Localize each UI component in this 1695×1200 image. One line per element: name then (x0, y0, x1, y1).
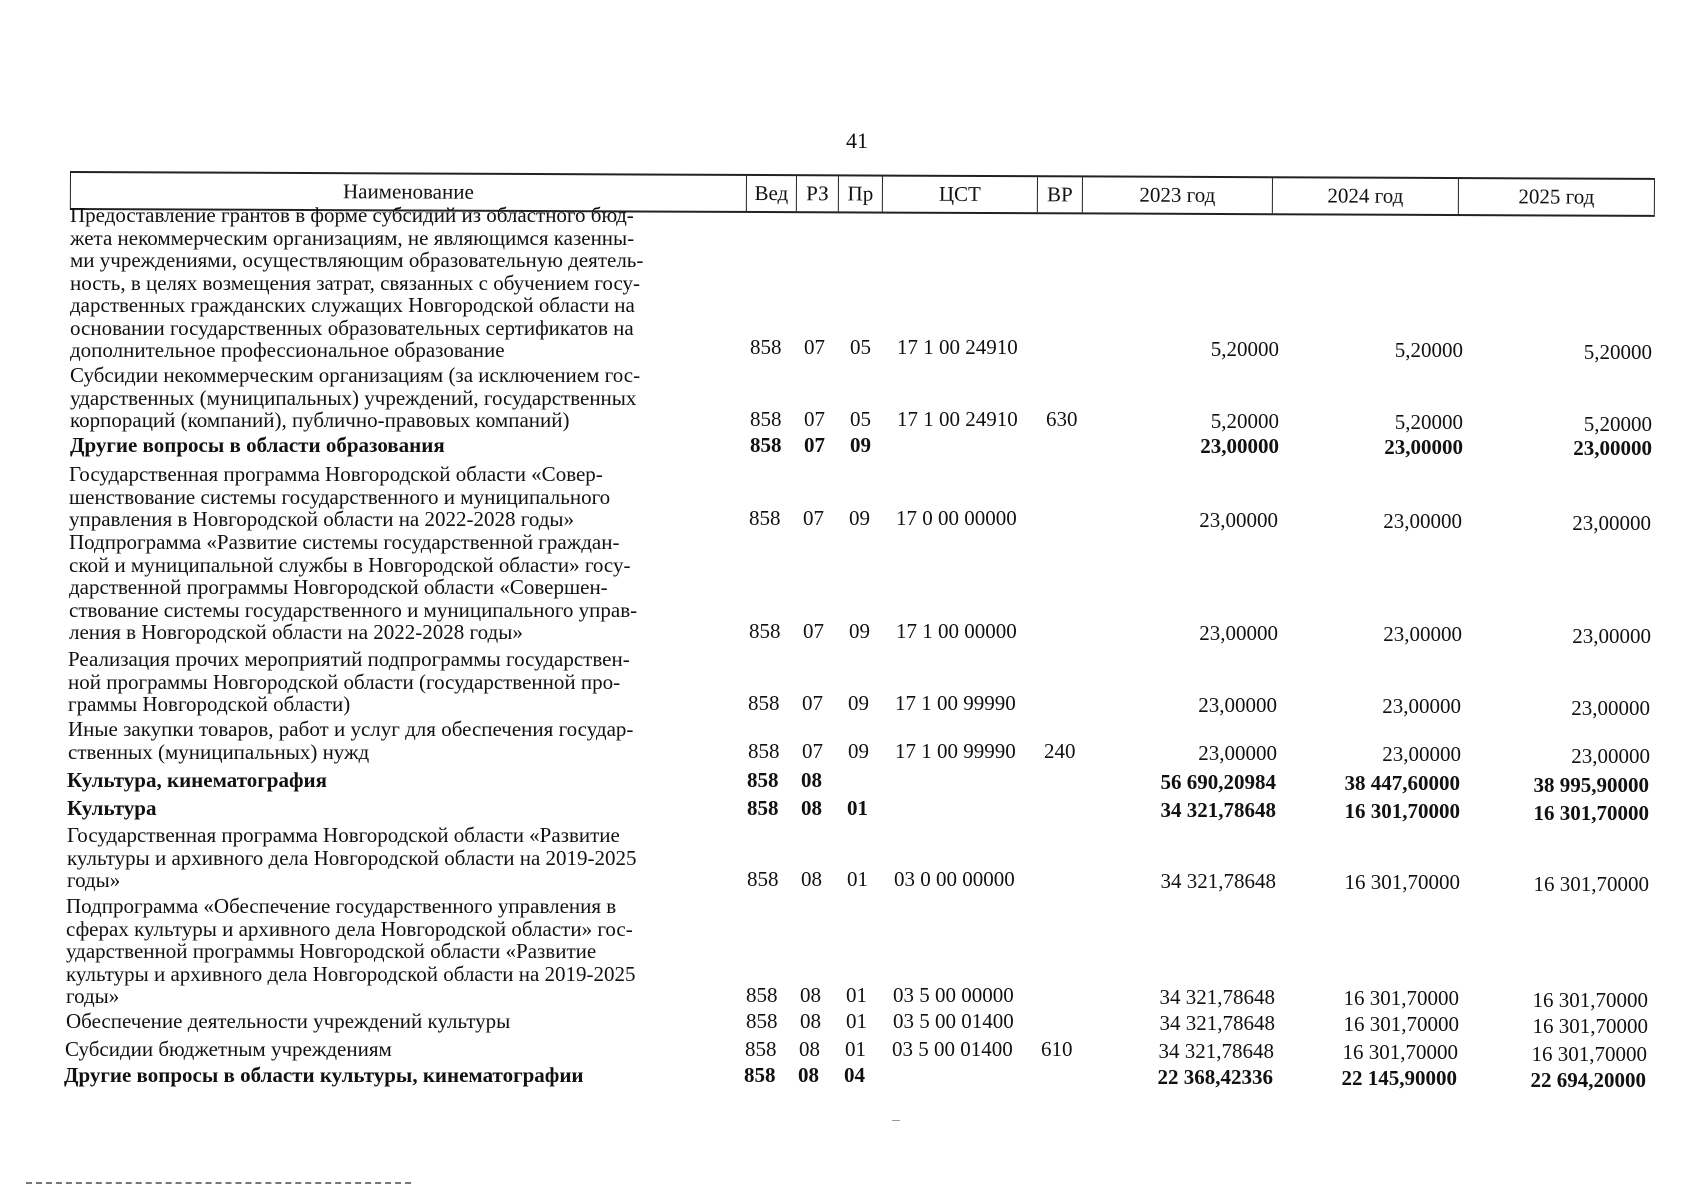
row-y2024: 23,00000 (1384, 435, 1463, 459)
row-rz: 07 (803, 506, 824, 530)
header-ved: Вед (746, 176, 796, 211)
row-cst: 17 1 00 24910 (897, 407, 1018, 431)
row-y2023: 22 368,42336 (1157, 1064, 1273, 1089)
row-name-line: ударственных (муниципальных) учреждений, государственных (70, 385, 637, 410)
row-name (69, 531, 744, 644)
row-pr: 09 (850, 433, 871, 457)
row-y2023: 23,00000 (1198, 740, 1277, 765)
row-name-line: Культура, кинематография (67, 768, 327, 792)
row-ved: 858 (747, 796, 779, 820)
row-vr: 610 (1041, 1037, 1073, 1061)
row-name-line: ской и муниципальной службы в Новгородской области» госу- (69, 552, 631, 577)
row-y2023: 34 321,78648 (1159, 984, 1275, 1009)
row-name-line: ственных (муниципальных) нужд (68, 739, 370, 764)
row-name-line: дарственной программы Новгородской области «Совершен- (69, 575, 608, 599)
row-name-line: годы» (66, 984, 120, 1008)
row-ved: 858 (746, 983, 778, 1007)
row-y2025: 5,20000 (1583, 339, 1652, 364)
header-2023: 2023 год (1082, 177, 1272, 213)
row-y2023: 23,00000 (1198, 692, 1277, 717)
row-ved: 858 (745, 1037, 777, 1061)
row-name-line: ударственной программы Новгородской области «Развитие (66, 939, 597, 963)
row-ved: 858 (744, 1063, 776, 1087)
row-rz: 08 (799, 1037, 820, 1061)
row-y2024: 16 301,70000 (1343, 1012, 1459, 1036)
row-pr: 09 (848, 739, 869, 763)
row-name-line: Подпрограмма «Обеспечение государственного управления в (66, 894, 617, 918)
row-y2025: 16 301,70000 (1531, 1041, 1647, 1066)
row-vr: 240 (1044, 739, 1076, 763)
row-name (68, 718, 743, 763)
row-cst: 03 0 00 00000 (894, 867, 1015, 891)
header-cst: ЦСТ (882, 177, 1037, 213)
row-cst: 17 1 00 00000 (896, 619, 1017, 643)
row-name-line: шенствование системы государственного и муниципального (69, 484, 611, 509)
row-name-line: культуры и архивного дела Новгородской области на 2019-2025 (67, 845, 637, 870)
row-rz: 07 (802, 691, 823, 715)
row-name-line: Другие вопросы в области культуры, кинематографии (64, 1063, 584, 1087)
row-name (68, 648, 743, 716)
row-ved: 858 (748, 739, 780, 763)
row-ved: 858 (747, 867, 779, 891)
row-name-line: основании государственных образовательных сертификатов на (70, 315, 634, 340)
row-y2025: 16 301,70000 (1533, 871, 1649, 896)
row-rz: 07 (804, 407, 825, 431)
row-rz: 08 (800, 983, 821, 1007)
row-ved: 858 (750, 335, 782, 359)
row-y2024: 16 301,70000 (1344, 799, 1460, 823)
row-ved: 858 (749, 506, 781, 530)
row-name-line: ми учреждениями, осуществляющим образовательную деятель- (70, 248, 644, 272)
row-y2025: 16 301,70000 (1532, 987, 1648, 1012)
row-name (69, 463, 744, 531)
row-y2024: 5,20000 (1394, 410, 1463, 434)
row-pr: 05 (850, 335, 871, 359)
row-cst: 17 1 00 99990 (895, 691, 1016, 715)
row-name (67, 797, 742, 820)
page-number: 41 (846, 128, 868, 153)
row-rz: 08 (798, 1063, 819, 1087)
row-name-line: корпораций (компаний), публично-правовых компаний) (70, 408, 570, 432)
header-name: Наименование (70, 173, 746, 211)
row-rz: 08 (801, 796, 822, 820)
row-name (70, 364, 745, 432)
row-name-line: годы» (67, 868, 121, 892)
row-pr: 01 (847, 796, 868, 820)
row-cst: 17 1 00 24910 (897, 335, 1018, 359)
row-name-line: Подпрограмма «Развитие системы государственной граждан- (69, 530, 620, 554)
row-ved: 858 (749, 619, 781, 643)
row-pr: 01 (845, 1037, 866, 1061)
row-name-line: Другие вопросы в области образования (70, 433, 445, 457)
row-y2025: 23,00000 (1572, 510, 1651, 535)
row-cst: 03 5 00 01400 (893, 1009, 1014, 1033)
row-y2025: 5,20000 (1583, 411, 1652, 436)
row-name (64, 1064, 739, 1087)
row-y2024: 16 301,70000 (1344, 870, 1460, 894)
row-name (65, 1038, 740, 1061)
row-y2023: 34 321,78648 (1160, 797, 1276, 822)
row-name (67, 824, 742, 892)
row-name (70, 434, 745, 457)
row-pr: 01 (846, 1009, 867, 1033)
row-rz: 08 (801, 867, 822, 891)
header-2025: 2025 год (1458, 179, 1655, 215)
row-name-line: Государственная программа Новгородской области «Совер- (69, 462, 603, 486)
row-y2024: 23,00000 (1383, 509, 1462, 533)
row-name-line: сферах культуры и архивного дела Новгородской области» гос- (66, 916, 633, 941)
header-rz: РЗ (796, 176, 838, 211)
row-ved: 858 (746, 1009, 778, 1033)
row-cst: 03 5 00 01400 (892, 1037, 1013, 1061)
row-rz: 08 (800, 1009, 821, 1033)
row-name-line: Иные закупки товаров, работ и услуг для обеспечения государ- (68, 717, 634, 741)
row-ved: 858 (750, 433, 782, 457)
row-rz: 07 (803, 619, 824, 643)
row-name-line: Обеспечение деятельности учреждений культуры (66, 1009, 511, 1033)
row-name-line: культуры и архивного дела Новгородской области на 2019-2025 (66, 961, 636, 986)
row-name-line: Субсидии некоммерческим организациям (за исключением гос- (70, 363, 641, 387)
row-name-line: Реализация прочих мероприятий подпрограммы государствен- (68, 647, 630, 671)
header-pr: Пр (838, 176, 882, 211)
row-name (67, 769, 742, 792)
row-y2025: 16 301,70000 (1532, 1013, 1648, 1038)
row-name-line: дарственных гражданских служащих Новгородской области на (70, 293, 635, 317)
row-name-line: Субсидии бюджетным учреждениям (65, 1037, 392, 1061)
row-y2025: 38 995,90000 (1533, 772, 1649, 797)
scan-mark (892, 1120, 900, 1121)
row-name-line: Предоставление грантов в форме субсидий из областного бюд- (70, 203, 634, 227)
row-ved: 858 (750, 407, 782, 431)
row-name-line: ления в Новгородской области на 2022-2028 годы» (69, 620, 523, 644)
row-cst: 17 0 00 00000 (896, 506, 1017, 530)
row-y2025: 23,00000 (1573, 436, 1652, 460)
row-y2024: 23,00000 (1382, 694, 1461, 718)
row-y2024: 23,00000 (1383, 622, 1462, 646)
row-y2024: 22 145,90000 (1341, 1066, 1457, 1090)
row-name-line: ствование системы государственного и муниципального управ- (69, 597, 638, 622)
row-ved: 858 (747, 768, 779, 792)
row-cst: 17 1 00 99990 (895, 739, 1016, 763)
row-y2024: 5,20000 (1394, 338, 1463, 362)
row-rz: 07 (804, 335, 825, 359)
row-name (70, 204, 745, 362)
row-vr: 630 (1046, 407, 1078, 431)
row-y2023: 34 321,78648 (1159, 1010, 1275, 1035)
row-name-line: управления в Новгородской области на 2022-2028 годы» (69, 507, 575, 531)
row-y2023: 56 690,20984 (1160, 769, 1276, 794)
row-y2023: 23,00000 (1199, 507, 1278, 532)
row-y2023: 23,00000 (1200, 434, 1279, 458)
row-name-line: дополнительное профессиональное образование (70, 338, 505, 362)
row-pr: 09 (848, 691, 869, 715)
row-pr: 04 (844, 1063, 865, 1087)
row-name-line: Культура (67, 796, 157, 820)
row-rz: 07 (804, 433, 825, 457)
row-pr: 09 (849, 506, 870, 530)
row-y2024: 38 447,60000 (1344, 771, 1460, 795)
row-name-line: жета некоммерческим организациям, не являющимся казенны- (70, 225, 635, 250)
row-y2023: 23,00000 (1199, 620, 1278, 645)
row-y2025: 23,00000 (1571, 695, 1650, 720)
row-y2024: 16 301,70000 (1343, 986, 1459, 1010)
row-y2025: 22 694,20000 (1530, 1067, 1646, 1092)
row-y2024: 16 301,70000 (1342, 1040, 1458, 1064)
row-y2025: 23,00000 (1572, 623, 1651, 648)
footer-divider (26, 1182, 411, 1184)
row-rz: 07 (802, 739, 823, 763)
row-pr: 09 (849, 619, 870, 643)
row-ved: 858 (748, 691, 780, 715)
row-name (66, 1010, 741, 1033)
row-name-line: ной программы Новгородской области (государственной про- (68, 669, 621, 694)
row-pr: 05 (850, 407, 871, 431)
header-2024: 2024 год (1272, 178, 1458, 214)
row-y2025: 23,00000 (1571, 743, 1650, 768)
row-y2023: 5,20000 (1210, 336, 1279, 361)
row-name-line: Государственная программа Новгородской области «Развитие (67, 823, 620, 847)
row-name-line: граммы Новгородской области) (68, 692, 351, 716)
row-y2024: 23,00000 (1382, 742, 1461, 766)
row-rz: 08 (801, 768, 822, 792)
row-name (66, 895, 741, 1008)
row-y2023: 34 321,78648 (1160, 868, 1276, 893)
header-vr: ВР (1037, 177, 1082, 212)
row-pr: 01 (846, 983, 867, 1007)
row-cst: 03 5 00 00000 (893, 983, 1014, 1007)
row-name-line: ность, в целях возмещения затрат, связанных с обучением госу- (70, 270, 640, 295)
row-y2023: 34 321,78648 (1158, 1038, 1274, 1063)
row-pr: 01 (847, 867, 868, 891)
row-y2025: 16 301,70000 (1533, 800, 1649, 825)
row-y2023: 5,20000 (1210, 408, 1279, 433)
